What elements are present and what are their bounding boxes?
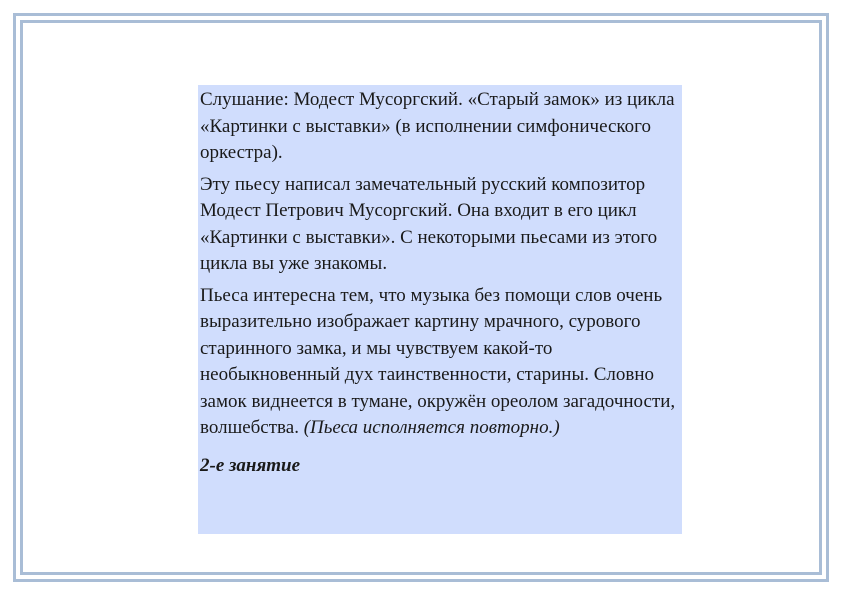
- paragraph-listening: [200, 87, 680, 167]
- paragraph-description: [200, 283, 680, 442]
- paragraph-listening-text: Слушание: Модест Мусоргский. «Старый замок» из цикла «Картинки с выставки» (в исполнении симфонического оркестра).: [200, 89, 675, 163]
- paragraph-composer: [200, 172, 680, 278]
- section-heading: 2-е занятие: [200, 454, 301, 476]
- paragraph-composer-text: Эту пьесу написал замечательный русский композитор Модест Петрович Мусоргский. Она входит в его цикл «Картинки с выставки». С некоторыми пьесами из этого цикла вы уже знакомы.: [200, 173, 658, 274]
- italic-note: (Пьеса исполняется повторно.): [303, 417, 560, 438]
- text-box: [198, 85, 682, 534]
- paragraph-description-text: Пьеса интересна тем, что музыка без помощи слов очень выразительно изображает картину мрачного, сурового старинного замка, и мы чувствуем какой-то необыкновенный дух таинственности, старины. Словно замок виднеется в тумане, окружён ореолом загадочности, волшебства.: [200, 284, 676, 438]
